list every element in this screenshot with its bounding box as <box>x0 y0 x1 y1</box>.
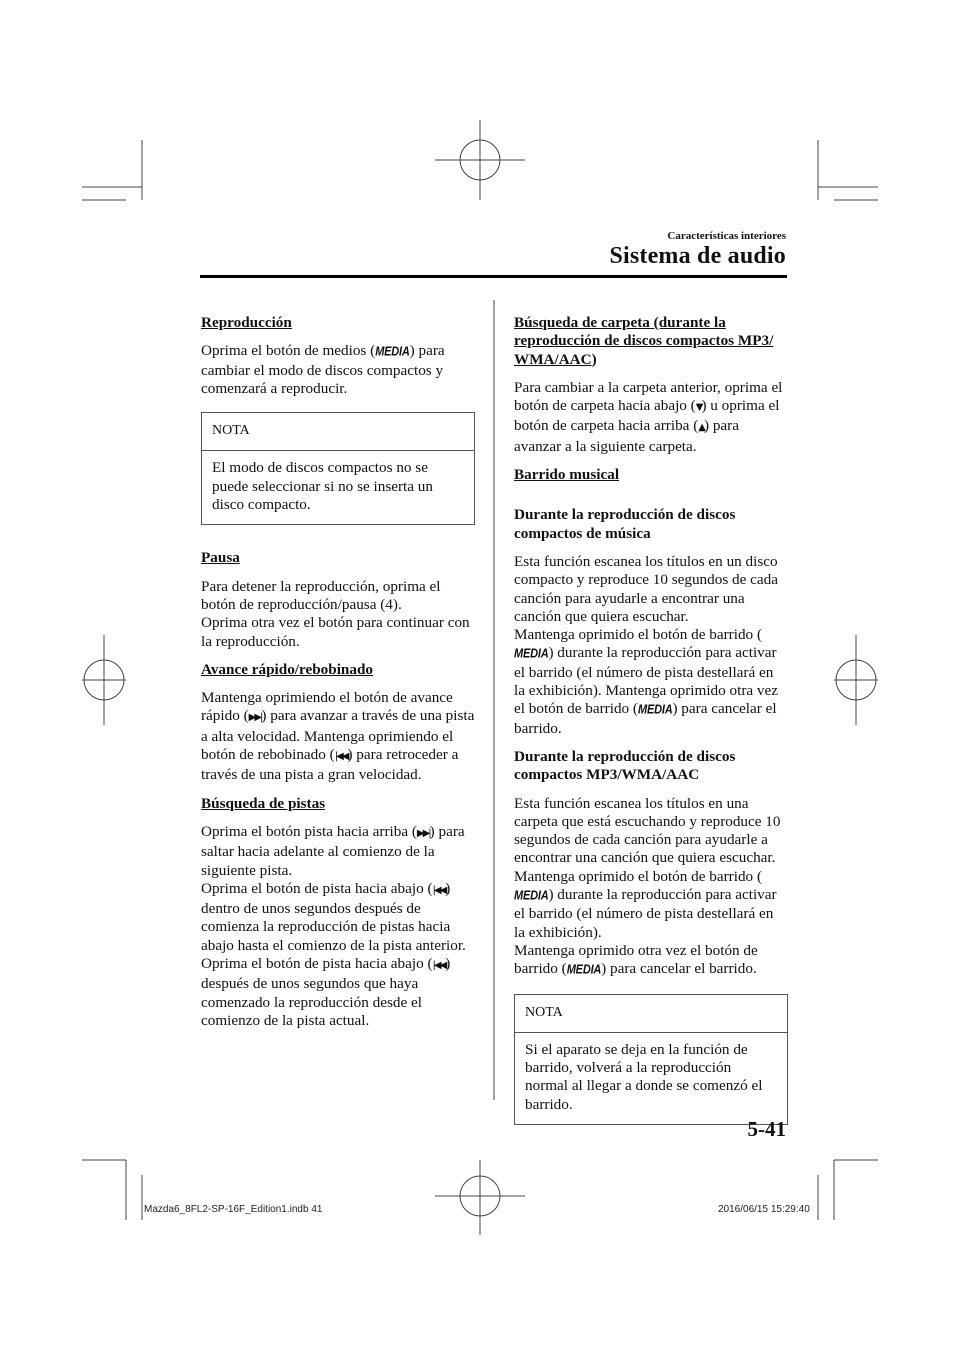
media-button-icon: MEDIA <box>566 963 602 978</box>
note-body: Si el aparato se deja en la función de barrido, volverá a la reproducción normal al llegar a donde se comenzó el barrido. <box>525 1040 763 1113</box>
media-button-icon: MEDIA <box>638 703 673 718</box>
media-button-icon: MEDIA <box>514 647 549 662</box>
avance-text: Mantenga oprimiendo el botón de avance rápido (▶▶|) para avanzar a través de una pista a alta velocidad. Mantenga oprimiendo el botón de rebobinado (|◀◀) para retroceder a través de una pista a gran velocidad. <box>201 689 475 784</box>
fast-forward-icon: ▶▶| <box>416 827 430 839</box>
reproduccion-text: Oprima el botón de medios (MEDIA) para cambiar el modo de discos compactos y comenzará a reproducir. <box>201 342 445 397</box>
subheading-cd-musica: Durante la reproducción de discos compactos de música <box>514 506 736 542</box>
note-body: El modo de discos compactos no se puede seleccionar si no se inserta un disco compacto. <box>212 459 433 514</box>
heading-barrido: Barrido musical <box>514 466 620 484</box>
heading-avance: Avance rápido/rebobinado <box>201 660 374 678</box>
header-rule <box>200 275 787 278</box>
heading-reproduccion: Reproducción <box>201 314 292 331</box>
footer-file: Mazda6_8FL2-SP-16F_Edition1.indb 41 <box>144 1204 323 1215</box>
busqueda-pistas-text: Oprima el botón pista hacia arriba (▶▶|) para saltar hacia adelante al comienzo de la siguiente pista. Oprima el botón de pista hacia abajo (|◀◀) dentro de unos segundos después de comienza la reproducción de pistas hacia abajo hasta el comienzo de la pista anterior. Oprima el botón de pista hacia abajo (|◀◀) después de unos segundos que haya comenzado la reproducción desde el comienzo de la pista actual. <box>201 822 466 1029</box>
page-number: 5-41 <box>747 1117 786 1141</box>
note-box <box>201 412 475 525</box>
rewind-icon: |◀◀ <box>432 884 446 896</box>
note-title: NOTA <box>515 995 787 1033</box>
right-column <box>514 314 788 1137</box>
fast-forward-icon: ▶▶| <box>248 712 262 724</box>
note-title: NOTA <box>202 413 474 451</box>
footer-timestamp: 2016/06/15 15:29:40 <box>718 1204 810 1215</box>
left-column <box>201 314 475 1040</box>
media-button-icon: MEDIA <box>514 889 549 903</box>
folder-down-icon: ▼ <box>695 402 702 414</box>
pausa-text: Para detener la reproducción, oprima el botón de reproducción/pausa (4). Oprima otra vez el botón para continuar con la reproducción. <box>201 577 470 650</box>
barrido-mp3-text: Esta función escanea los títulos en una carpeta que está escuchando y reproduce 10 segundos de cada canción para ayudarle a encontrar una canción que quiera escuchar. Mantenga oprimido el botón de barrido (MEDIA) durante la reproducción para activar el barrido (el número de pista destellará en la exhibición). Mantenga oprimido otra vez el botón de barrido (MEDIA) para cancelar el barrido. <box>514 795 788 980</box>
media-button-icon: MEDIA <box>375 345 410 360</box>
rewind-icon: |◀◀ <box>334 751 348 763</box>
heading-busqueda-pistas: Búsqueda de pistas <box>201 794 326 812</box>
note-box <box>514 994 788 1125</box>
barrido-cd-text: Esta función escanea los títulos en un disco compacto y reproduce 10 segundos de cada canción para ayudarle a encontrar una canción que quiera escuchar. Mantenga oprimido el botón de barrido (MEDIA) durante la reproducción para activar el barrido (el número de pista destellará en la exhibición). Mantenga oprimido otra vez el botón de barrido (MEDIA) para cancelar el barrido. <box>514 552 779 737</box>
rewind-icon: |◀◀ <box>432 960 446 972</box>
heading-pausa: Pausa <box>201 549 240 567</box>
section-label: Características interiores <box>667 230 786 242</box>
busqueda-carpeta-text: Para cambiar a la carpeta anterior, oprima el botón de carpeta hacia abajo (▼) u oprima el botón de carpeta hacia arriba (▲) para avanzar a la siguiente carpeta. <box>514 378 783 455</box>
heading-busqueda-carpeta: Búsqueda de carpeta (durante la reproducción de discos compactos MP3/ WMA/AAC) <box>514 314 774 368</box>
subheading-mp3: Durante la reproducción de discos compactos MP3/WMA/AAC <box>514 747 736 784</box>
page-title: Sistema de audio <box>609 243 786 269</box>
folder-up-icon: ▲ <box>698 422 704 434</box>
